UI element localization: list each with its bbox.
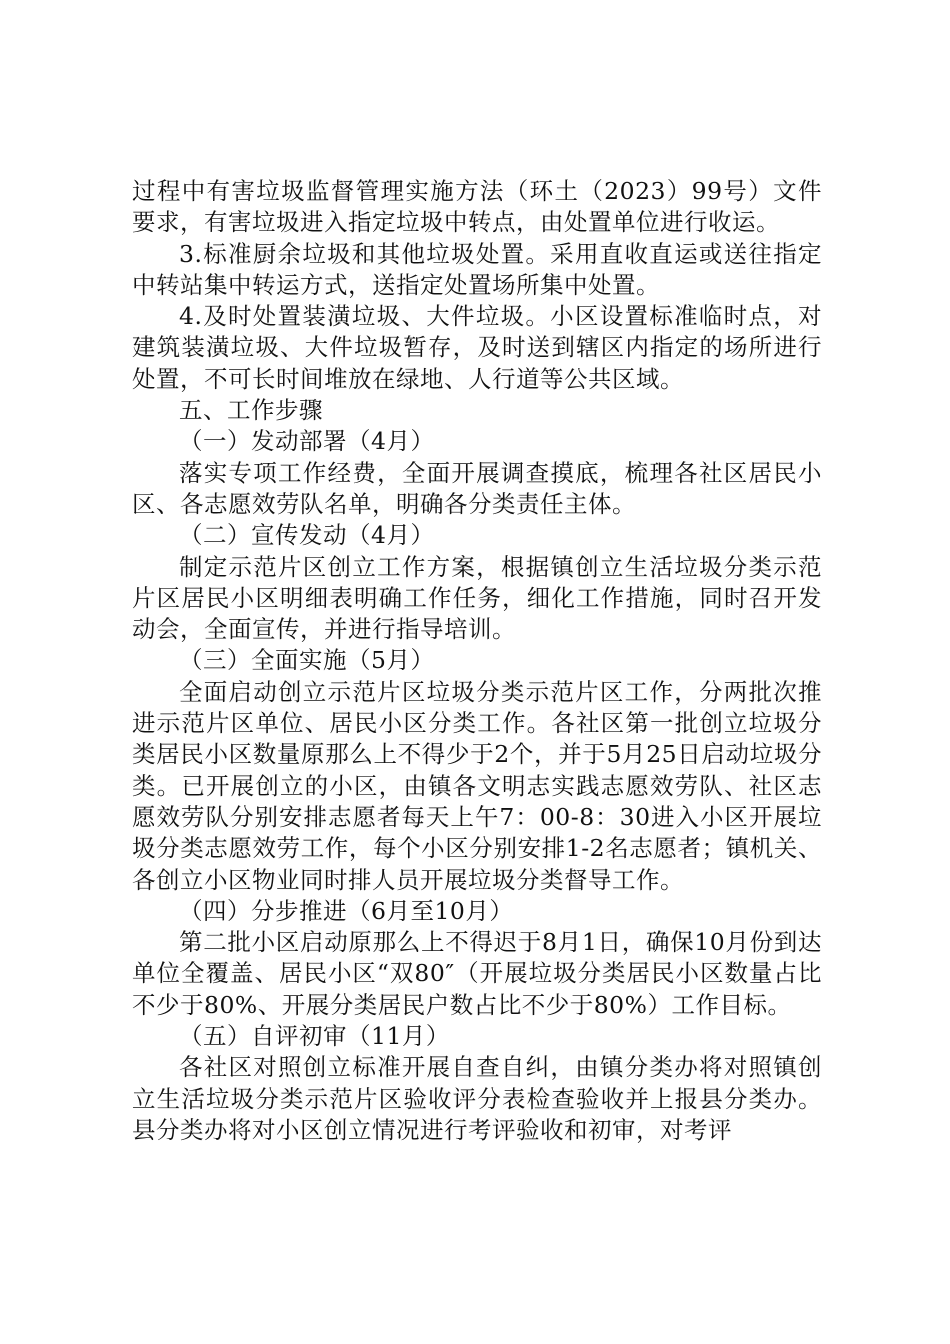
paragraph-publicity: 制定示范片区创立工作方案，根据镇创立生活垃圾分类示范片区居民小区明细表明确工作任务，细化工作措施，同时召开发动会，全面宣传，并进行指导培训。 bbox=[132, 552, 822, 644]
subheading-mobilization: （一）发动部署（4月） bbox=[179, 427, 435, 456]
section-heading-work-steps: 五、工作步骤 bbox=[179, 396, 323, 425]
paragraph-full-implementation: 全面启动创立示范片区垃圾分类示范片区工作，分两批次推进示范片区单位、居民小区分类工作。各社区第一批创立垃圾分类居民小区数量原那么上不得少于2个，并于5月25日启动垃圾分类。已开展创立的小区，由镇各文明志实践志愿效劳队、社区志愿效劳队分别安排志愿者每天上午7：00-8：30进入小区开展垃圾分类志愿效劳工作，每个小区分别安排1-2名志愿者；镇机关、各创立小区物业同时排人员开展垃圾分类督导工作。 bbox=[132, 677, 822, 894]
paragraph-renovation-waste-disposal: 4.及时处置装潢垃圾、大件垃圾。小区设置标准临时点，对建筑装潢垃圾、大件垃圾暂存，及时送到辖区内指定的场所进行处置，不可长时间堆放在绿地、人行道等公共区域。 bbox=[132, 302, 822, 393]
subheading-step-by-step: （四）分步推进（6月至10月） bbox=[179, 896, 514, 925]
paragraph-kitchen-waste-disposal: 3.标准厨余垃圾和其他垃圾处置。采用直收直运或送往指定中转站集中转运方式，送指定处置场所集中处置。 bbox=[132, 239, 822, 299]
paragraph-step-by-step: 第二批小区启动原那么上不得迟于8月1日，确保10月份到达单位全覆盖、居民小区“双80″（开展垃圾分类居民小区数量占比不少于80%、开展分类居民户数占比不少于80%）工作目标。 bbox=[132, 928, 822, 1019]
paragraph-self-evaluation: 各社区对照创立标准开展自查自纠，由镇分类办将对照镇创立生活垃圾分类示范片区验收评分表检查验收并上报县分类办。县分类办将对小区创立情况进行考评验收和初审，对考评 bbox=[132, 1053, 822, 1144]
subheading-publicity: （二）宣传发动（4月） bbox=[179, 521, 435, 550]
paragraph-mobilization: 落实专项工作经费，全面开展调查摸底，梳理各社区居民小区、各志愿效劳队名单，明确各分类责任主体。 bbox=[132, 458, 822, 518]
subheading-full-implementation: （三）全面实施（5月） bbox=[179, 646, 435, 675]
document-body bbox=[132, 176, 822, 1146]
paragraph-hazardous-waste-requirements: 过程中有害垃圾监督管理实施方法（环土（2023）99号）文件要求，有害垃圾进入指定垃圾中转点，由处置单位进行收运。 bbox=[132, 177, 822, 237]
subheading-self-evaluation: （五）自评初审（11月） bbox=[179, 1022, 450, 1051]
